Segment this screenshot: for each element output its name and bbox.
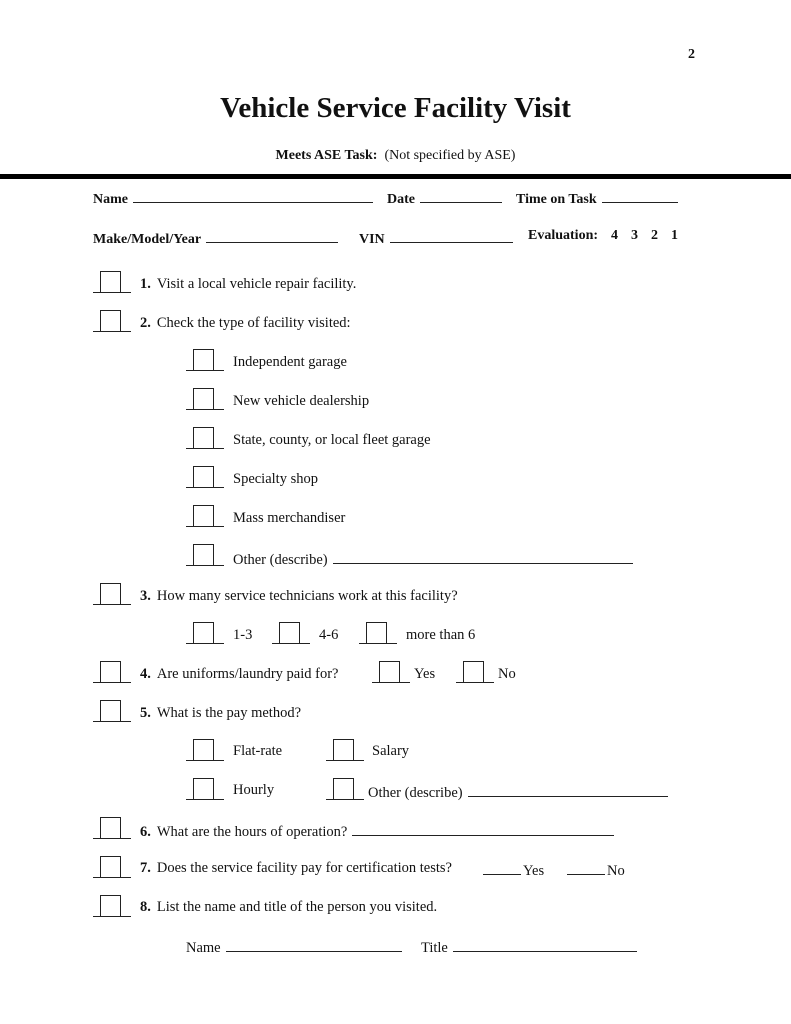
- pay-hourly-checkbox[interactable]: [186, 774, 224, 800]
- item-4: 4. Are uniforms/laundry paid for?: [140, 666, 339, 682]
- contact-title-field[interactable]: [453, 937, 637, 952]
- eval-score-3[interactable]: 3: [631, 228, 639, 243]
- mmy-row: [93, 228, 338, 248]
- item-6: 6. What are the hours of operation?: [140, 821, 614, 841]
- option-other-field[interactable]: [333, 549, 633, 564]
- item-6-checkbox[interactable]: [93, 813, 131, 839]
- mmy-field[interactable]: [206, 228, 338, 243]
- cert-no-field[interactable]: [567, 860, 605, 875]
- cert-yes-field[interactable]: [483, 860, 521, 875]
- page-title: Vehicle Service Facility Visit: [220, 92, 571, 124]
- item-2-checkbox[interactable]: [93, 306, 131, 332]
- contact-name-field[interactable]: [226, 937, 402, 952]
- pay-hourly: Hourly: [233, 782, 275, 798]
- ase-label: Meets ASE Task:: [275, 148, 378, 163]
- contact-name: Name: [186, 937, 402, 957]
- option-1-3-checkbox[interactable]: [186, 618, 224, 644]
- item-7: 7. Does the service facility pay for certification tests?: [140, 860, 452, 876]
- option-1-3: 1-3: [233, 627, 253, 643]
- item-5-checkbox[interactable]: [93, 696, 131, 722]
- option-specialty-shop-checkbox[interactable]: [186, 462, 224, 488]
- option-4-6: 4-6: [319, 627, 339, 643]
- option-fleet-garage: State, county, or local fleet garage: [233, 432, 431, 448]
- option-other-checkbox[interactable]: [186, 540, 224, 566]
- ase-value: (Not specified by ASE): [384, 148, 516, 163]
- vin-label: VIN: [359, 232, 385, 247]
- page-number: 2: [688, 47, 695, 62]
- uniforms-no: No: [498, 666, 516, 682]
- uniforms-yes-checkbox[interactable]: [372, 657, 410, 683]
- date-field[interactable]: [420, 188, 502, 203]
- option-new-dealership: New vehicle dealership: [233, 393, 370, 409]
- time-row: [516, 188, 678, 208]
- eval-score-1[interactable]: 1: [671, 228, 679, 243]
- date-row: [387, 188, 502, 208]
- name-label: Name: [93, 192, 128, 207]
- pay-salary-checkbox[interactable]: [326, 735, 364, 761]
- option-new-dealership-checkbox[interactable]: [186, 384, 224, 410]
- header-divider: [0, 174, 791, 179]
- date-label: Date: [387, 192, 415, 207]
- option-more-than-6-checkbox[interactable]: [359, 618, 397, 644]
- mmy-label: Make/Model/Year: [93, 232, 202, 247]
- option-independent-garage-checkbox[interactable]: [186, 345, 224, 371]
- eval-score-2[interactable]: 2: [651, 228, 659, 243]
- option-more-than-6: more than 6: [406, 627, 476, 643]
- time-field[interactable]: [602, 188, 678, 203]
- item-8: 8. List the name and title of the person you visited.: [140, 899, 438, 915]
- item-8-checkbox[interactable]: [93, 891, 131, 917]
- evaluation-label: Evaluation:: [528, 228, 599, 243]
- uniforms-yes: Yes: [414, 666, 436, 682]
- ase-task: [0, 148, 791, 164]
- item-3-checkbox[interactable]: [93, 579, 131, 605]
- uniforms-no-checkbox[interactable]: [456, 657, 494, 683]
- cert-yes: Yes: [483, 860, 544, 880]
- pay-flat-rate-checkbox[interactable]: [186, 735, 224, 761]
- pay-other-field[interactable]: [468, 782, 668, 797]
- item-2: 2. Check the type of facility visited:: [140, 315, 351, 331]
- cert-no: No: [567, 860, 625, 880]
- pay-other-checkbox[interactable]: [326, 774, 364, 800]
- pay-salary: Salary: [372, 743, 410, 759]
- option-mass-merchandiser: Mass merchandiser: [233, 510, 346, 526]
- item-4-checkbox[interactable]: [93, 657, 131, 683]
- option-4-6-checkbox[interactable]: [272, 618, 310, 644]
- item-5: 5. What is the pay method?: [140, 705, 302, 721]
- item-1: 1. Visit a local vehicle repair facility.: [140, 276, 357, 292]
- contact-title: Title: [421, 937, 637, 957]
- evaluation-row: [528, 228, 678, 244]
- pay-other: Other (describe): [368, 782, 668, 802]
- item-1-checkbox[interactable]: [93, 267, 131, 293]
- vin-field[interactable]: [390, 228, 513, 243]
- option-other: Other (describe): [233, 549, 633, 569]
- item-3: 3. How many service technicians work at this facility?: [140, 588, 458, 604]
- name-row: [93, 188, 373, 208]
- hours-field[interactable]: [352, 821, 614, 836]
- name-field[interactable]: [133, 188, 373, 203]
- vin-row: [359, 228, 513, 248]
- eval-score-4[interactable]: 4: [611, 228, 619, 243]
- option-fleet-garage-checkbox[interactable]: [186, 423, 224, 449]
- option-specialty-shop: Specialty shop: [233, 471, 318, 487]
- pay-flat-rate: Flat-rate: [233, 743, 283, 759]
- option-mass-merchandiser-checkbox[interactable]: [186, 501, 224, 527]
- option-independent-garage: Independent garage: [233, 354, 347, 370]
- item-7-checkbox[interactable]: [93, 852, 131, 878]
- time-label: Time on Task: [516, 192, 597, 207]
